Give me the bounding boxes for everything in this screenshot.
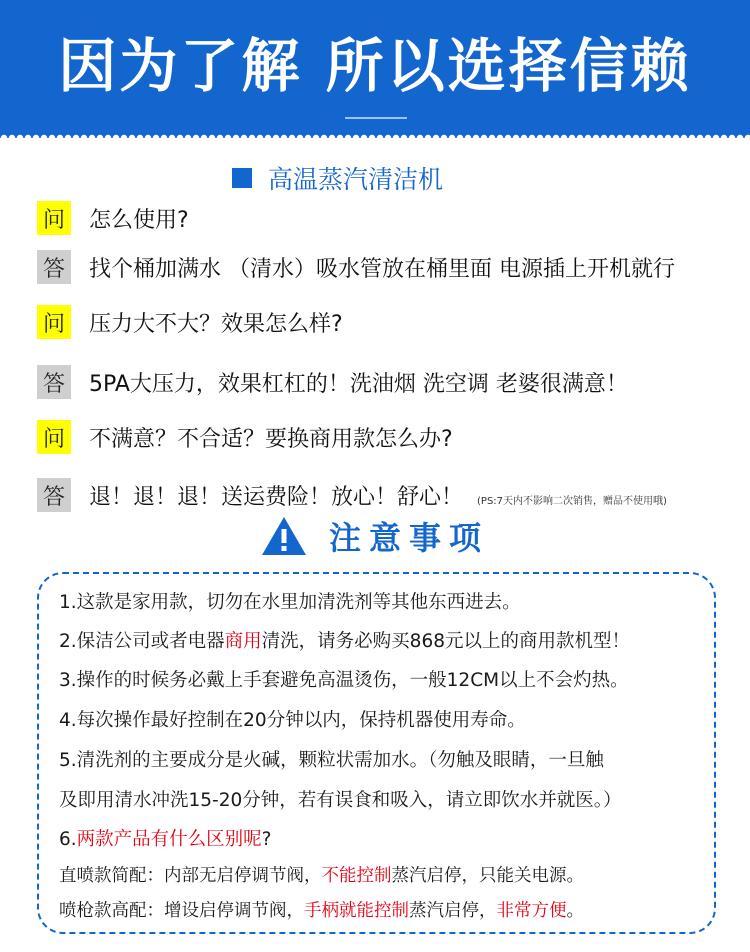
warning-icon: [261, 516, 307, 556]
square-bullet-icon: [232, 168, 252, 188]
notice-heading: [0, 513, 750, 559]
banner-divider: [345, 117, 407, 119]
direct-spray-model-desc: 直喷款简配：内部无启停调节阀，不能控制蒸汽启停，只能关电源。: [59, 866, 584, 886]
qa-answer-2: [37, 365, 628, 399]
notice-item-5-continued: 及即用清水冲洗15-20分钟，若有误食和吸入，请立即饮水并就医。）: [59, 790, 622, 811]
answer-badge: 答: [37, 250, 71, 284]
question-text: 不满意？不合适？要换商用款怎么办?: [89, 426, 453, 452]
notice-item-2: 2.保洁公司或者电器商用清洗，请务必购买868元以上的商用款机型！: [59, 631, 630, 652]
qa-answer-3: [37, 478, 667, 512]
spray-gun-model-desc: 喷枪款高配：增设启停调节阀，手柄就能控制蒸汽启停，非常方便。: [59, 901, 584, 921]
question-badge: 问: [37, 305, 71, 339]
qa-answer-1: [37, 250, 675, 284]
answer-badge: 答: [37, 365, 71, 399]
answer-text: 5PA大压力，效果杠杠的！洗油烟 洗空调 老婆很满意！: [89, 371, 628, 397]
answer-badge: 答: [37, 478, 71, 512]
qa-question-2: [37, 305, 343, 339]
qa-question-3: [37, 420, 453, 454]
question-text: 怎么使用?: [89, 207, 189, 233]
return-policy-note: (PS:7天内不影响二次销售，赠品不使用哦): [477, 495, 667, 507]
question-badge: 问: [37, 420, 71, 454]
answer-text: 找个桶加满水 （清水）吸水管放在桶里面 电源插上开机就行: [89, 256, 675, 282]
product-name: 高温蒸汽清洁机: [268, 165, 444, 194]
banner-title: 因为了解 所以选择信赖: [58, 32, 692, 100]
answer-text: 退！退！退！送运费险！放心！舒心！: [89, 484, 464, 510]
notice-item-6: 6.两款产品有什么区别呢?: [59, 829, 272, 850]
notice-item-5: 5.清洗剂的主要成分是火碱，颗粒状需加水。（勿触及眼睛，一旦触: [59, 750, 604, 771]
qa-question-1: [37, 201, 189, 235]
notice-title: 注意事项: [328, 519, 489, 557]
notice-item-1: 1.这款是家用款，切勿在水里加清洗剂等其他东西进去。: [59, 592, 521, 613]
notice-item-3: 3.操作的时候务必戴上手套避免高温烫伤，一般12CM以上不会灼热。: [59, 670, 629, 691]
question-text: 压力大不大？效果怎么样?: [89, 311, 343, 337]
question-badge: 问: [37, 201, 71, 235]
notice-item-4: 4.每次操作最好控制在20分钟以内，保持机器使用寿命。: [59, 710, 526, 731]
product-heading: [232, 160, 443, 196]
